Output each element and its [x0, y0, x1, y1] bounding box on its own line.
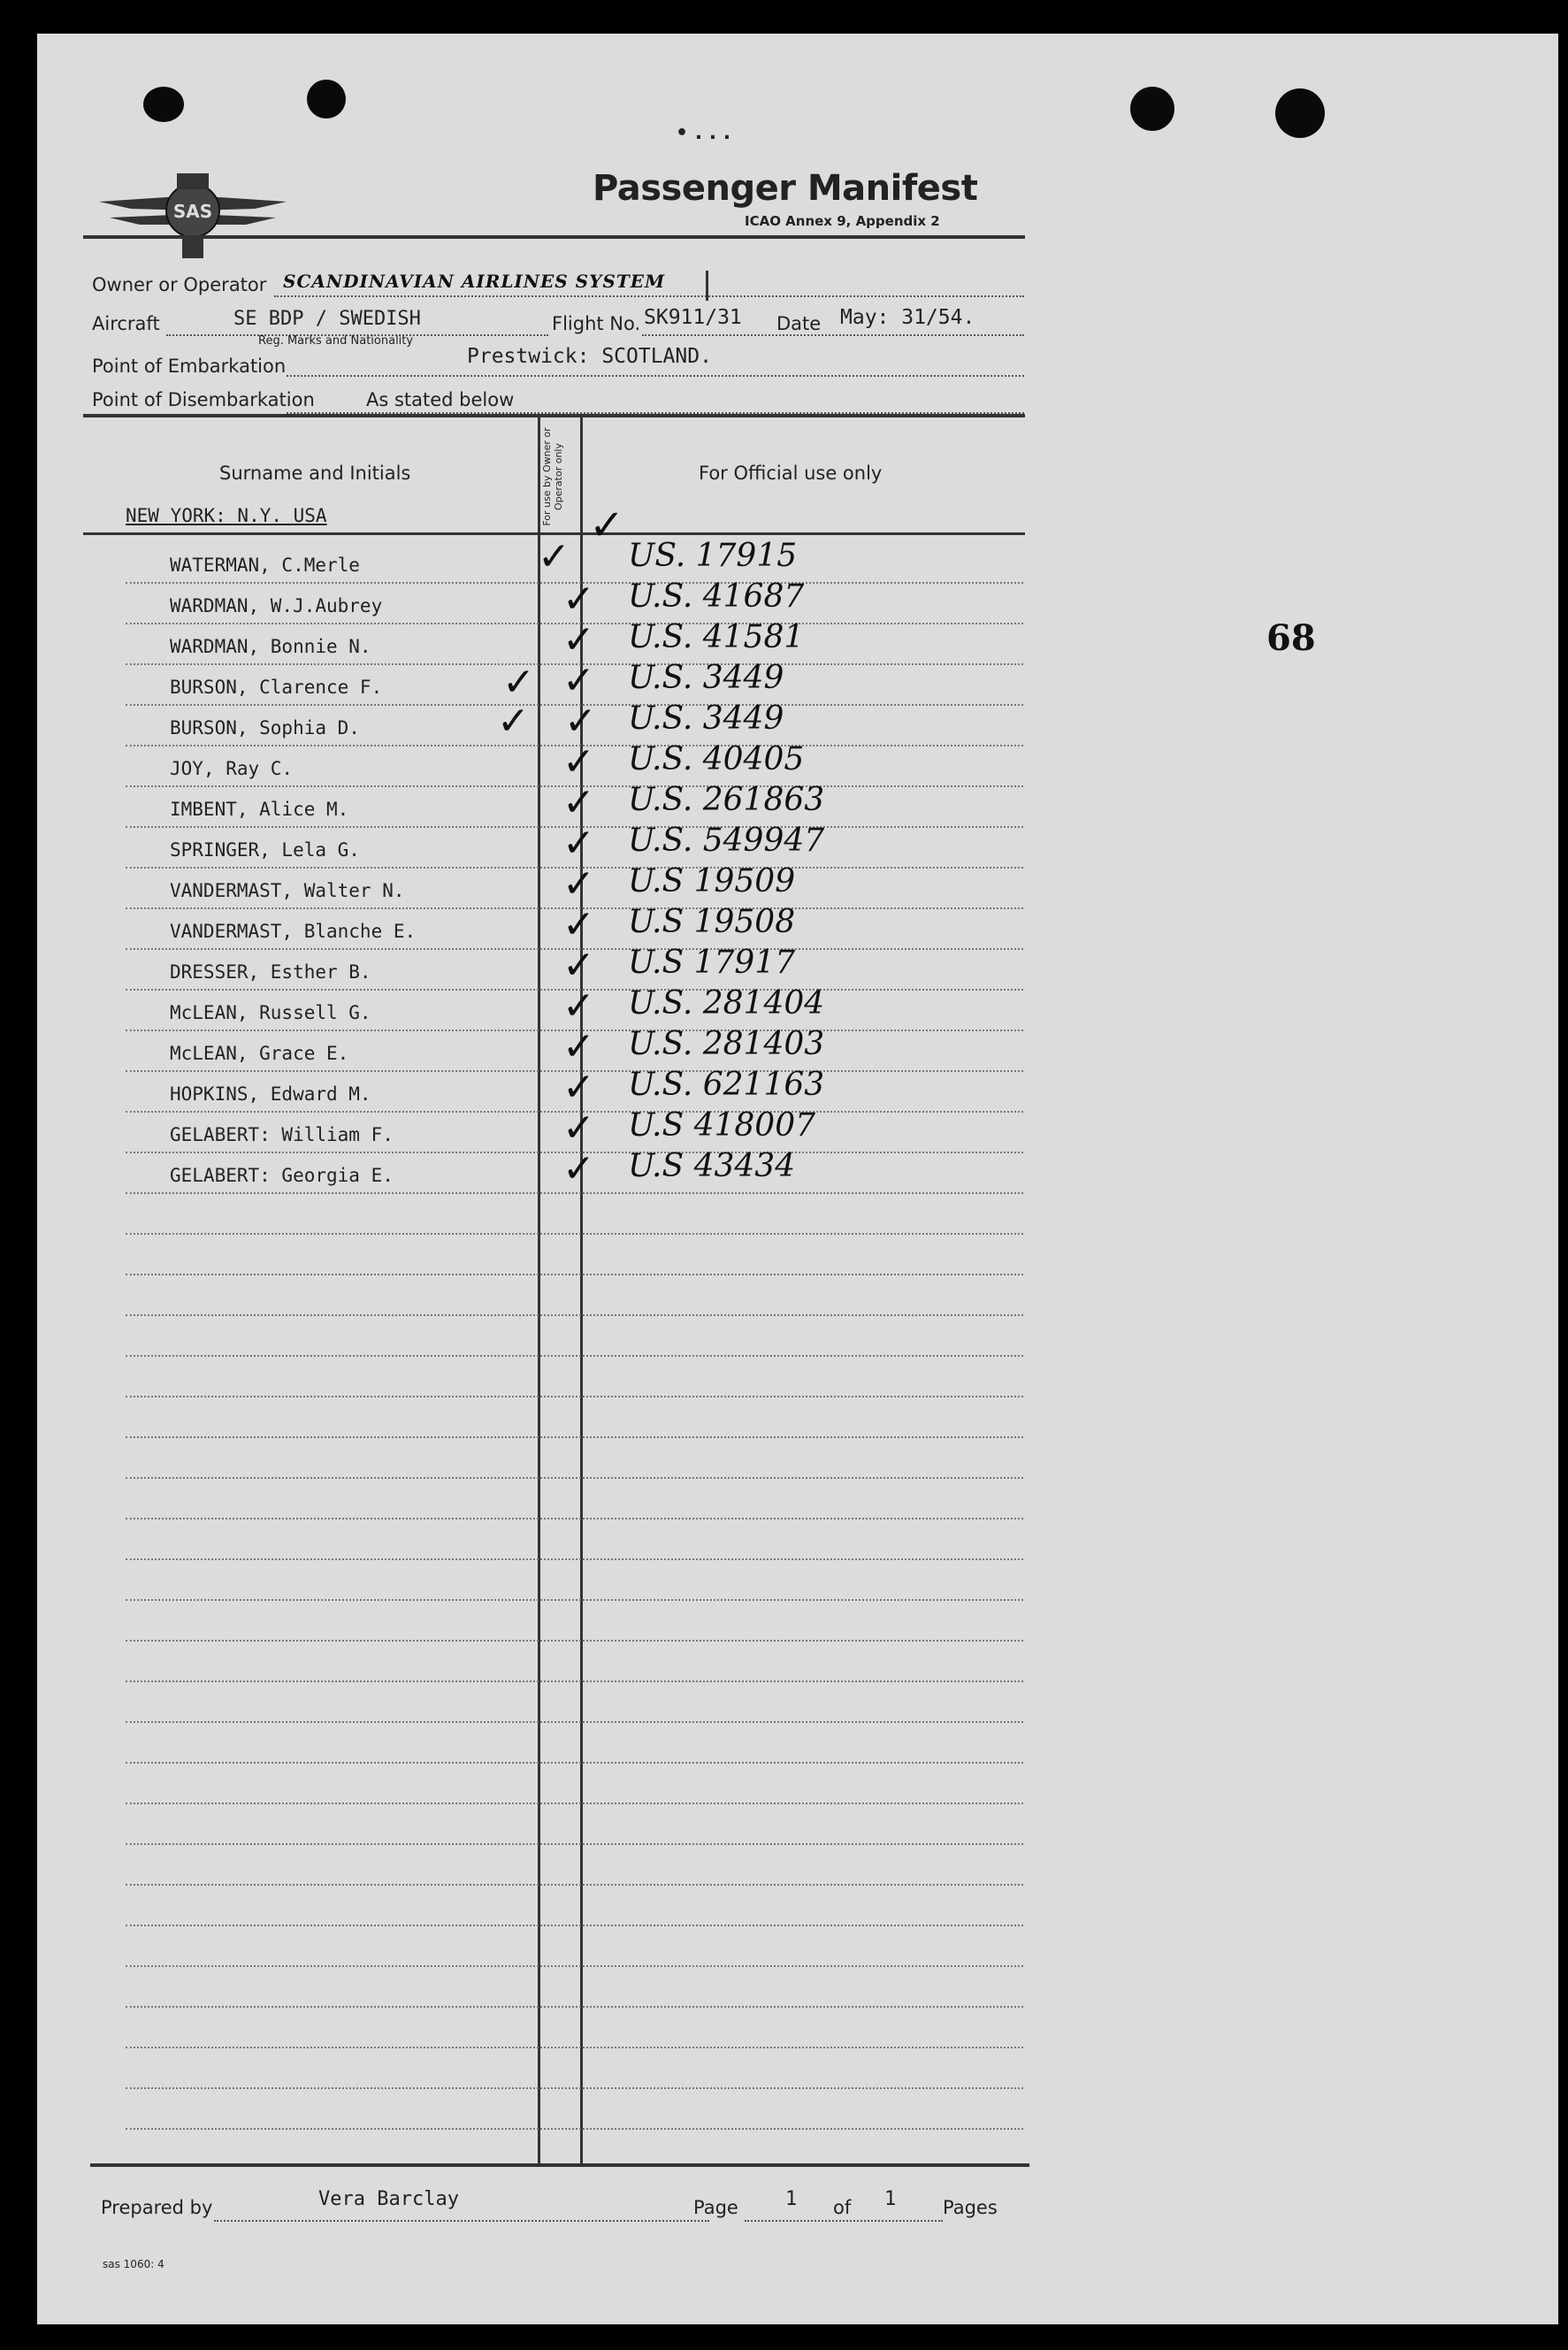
- passenger-name: GELABERT: William F.: [170, 1124, 394, 1145]
- flight-label: Flight No.: [552, 313, 641, 334]
- punch-hole: [307, 80, 346, 119]
- manifest-subtitle: ICAO Annex 9, Appendix 2: [745, 213, 940, 229]
- passenger-name: McLEAN, Russell G.: [170, 1002, 371, 1023]
- check-mark-icon: ✓: [589, 501, 625, 550]
- check-mark-icon: ✓: [562, 821, 595, 866]
- check-mark-icon: ✓: [562, 1065, 595, 1110]
- row-line: [126, 2006, 1023, 2008]
- check-mark-icon: ✓: [562, 984, 595, 1029]
- check-mark-icon: ✓: [562, 658, 595, 703]
- passenger-name: IMBENT, Alice M.: [170, 799, 349, 820]
- row-line: [126, 1518, 1023, 1519]
- row-line: [126, 1477, 1023, 1479]
- row-line: [126, 1436, 1023, 1438]
- check-mark-icon: ✓: [562, 1146, 595, 1191]
- official-use-entry: US. 17915: [628, 538, 798, 574]
- row-line: [126, 2128, 1023, 2130]
- official-use-entry: U.S. 41581: [628, 619, 805, 655]
- check-mark-icon: ✓: [562, 617, 595, 662]
- owner-label: Owner or Operator: [92, 274, 267, 295]
- row-line: [126, 1396, 1023, 1397]
- owner-value: SCANDINAVIAN AIRLINES SYSTEM: [283, 271, 666, 292]
- form-code: sas 1060: 4: [103, 2258, 164, 2270]
- surname-column-header: Surname and Initials: [219, 463, 411, 484]
- row-line: [126, 1884, 1023, 1886]
- official-use-entry: U.S. 40405: [628, 741, 805, 777]
- owner-dotted-line: [274, 295, 1024, 297]
- column-divider-left: [538, 416, 540, 2165]
- official-use-entry: U.S. 621163: [628, 1067, 825, 1103]
- official-use-entry: U.S 19509: [628, 863, 796, 899]
- official-use-entry: U.S. 3449: [628, 660, 784, 696]
- embarkation-label: Point of Embarkation: [92, 356, 287, 377]
- flight-value: SK911/31: [644, 306, 742, 329]
- row-line: [126, 1192, 1023, 1194]
- manifest-title: Passenger Manifest: [593, 168, 978, 209]
- passenger-name: HOPKINS, Edward M.: [170, 1083, 371, 1105]
- page-dotted-line: [745, 2220, 943, 2222]
- check-mark-icon: ✓: [562, 902, 595, 947]
- passenger-name: VANDERMAST, Blanche E.: [170, 921, 417, 942]
- owner-use-column-header: For use by Owner or Operator only: [541, 427, 564, 526]
- aircraft-label: Aircraft: [92, 313, 160, 334]
- row-line: [126, 1233, 1023, 1235]
- check-mark-icon: ✓: [562, 861, 595, 907]
- aircraft-value: SE BDP / SWEDISH: [233, 308, 421, 330]
- check-mark-icon: ✓: [562, 1106, 595, 1151]
- row-line: [126, 1274, 1023, 1275]
- official-use-entry: U.S 19508: [628, 904, 796, 940]
- flight-dotted-line: [642, 334, 1024, 336]
- check-mark-icon: ✓: [562, 577, 595, 622]
- row-line: [126, 1803, 1023, 1804]
- page-value: 1: [785, 2188, 798, 2210]
- official-use-entry: U.S 17917: [628, 945, 796, 981]
- passenger-name: WARDMAN, Bonnie N.: [170, 636, 371, 657]
- svg-text:SAS: SAS: [172, 201, 213, 222]
- check-mark-icon: ✓: [497, 699, 530, 744]
- date-value: May: 31/54.: [840, 306, 975, 329]
- of-label: of: [833, 2197, 852, 2218]
- embarkation-dotted-line: [287, 375, 1024, 377]
- official-use-entry: U.S. 3449: [628, 700, 784, 737]
- check-mark-icon: ✓: [564, 699, 597, 744]
- airline-logo: [96, 147, 290, 271]
- official-use-entry: U.S. 261863: [628, 782, 825, 818]
- disembarkation-value: As stated below: [366, 389, 515, 410]
- passenger-name: BURSON, Sophia D.: [170, 717, 360, 739]
- fields-rule: [83, 414, 1025, 417]
- prepared-value: Vera Barclay: [318, 2188, 459, 2210]
- row-line: [126, 1314, 1023, 1316]
- passenger-name: JOY, Ray C.: [170, 758, 294, 779]
- punch-hole: [1130, 87, 1174, 131]
- passenger-name: BURSON, Clarence F.: [170, 677, 383, 698]
- row-line: [126, 1925, 1023, 1926]
- passenger-name: DRESSER, Esther B.: [170, 961, 371, 983]
- top-marks: • . . .: [676, 122, 731, 144]
- row-line: [126, 1680, 1023, 1682]
- passenger-name: VANDERMAST, Walter N.: [170, 880, 405, 901]
- row-line: [126, 1640, 1023, 1642]
- row-line: [126, 1558, 1023, 1560]
- official-use-entry: U.S 43434: [628, 1148, 796, 1184]
- prepared-dotted-line: [214, 2220, 709, 2222]
- check-mark-icon: ✓: [562, 943, 595, 988]
- punch-hole: [1275, 88, 1325, 138]
- check-mark-icon: ✓: [502, 660, 535, 705]
- official-use-entry: U.S. 41687: [628, 578, 805, 615]
- disembarkation-label: Point of Disembarkation: [92, 389, 315, 410]
- embarkation-value: Prestwick: SCOTLAND.: [467, 345, 712, 368]
- row-line: [126, 1843, 1023, 1845]
- destination: NEW YORK: N.Y. USA: [126, 505, 327, 526]
- row-line: [126, 1355, 1023, 1357]
- side-page-number: 68: [1266, 617, 1316, 659]
- row-line: [126, 1721, 1023, 1723]
- of-value: 1: [884, 2188, 897, 2210]
- prepared-label: Prepared by: [101, 2197, 213, 2218]
- passenger-name: GELABERT: Georgia E.: [170, 1165, 394, 1186]
- check-mark-icon: ✓: [562, 780, 595, 825]
- official-use-entry: U.S 418007: [628, 1107, 816, 1144]
- check-mark-icon: ✓: [538, 534, 570, 579]
- passenger-name: McLEAN, Grace E.: [170, 1043, 349, 1064]
- row-line: [126, 1762, 1023, 1764]
- manifest-page: [37, 34, 1558, 2324]
- passenger-name: WATERMAN, C.Merle: [170, 555, 360, 576]
- row-line: [126, 1599, 1023, 1601]
- row-line: [126, 1965, 1023, 1967]
- pages-label: Pages: [943, 2197, 998, 2218]
- row-line: [126, 2047, 1023, 2048]
- header-rule: [83, 235, 1025, 239]
- official-use-entry: U.S. 549947: [628, 823, 825, 859]
- date-label: Date: [776, 313, 822, 334]
- official-use-entry: U.S. 281403: [628, 1026, 825, 1062]
- passenger-name: SPRINGER, Lela G.: [170, 839, 360, 861]
- owner-tick: [706, 271, 708, 301]
- page-label: Page: [693, 2197, 738, 2218]
- footer-rule: [90, 2163, 1029, 2167]
- aircraft-note: Reg. Marks and Nationality: [258, 334, 414, 348]
- official-use-entry: U.S. 281404: [628, 985, 825, 1022]
- official-column-header: For Official use only: [699, 463, 883, 484]
- check-mark-icon: ✓: [562, 1024, 595, 1069]
- row-line: [126, 2087, 1023, 2089]
- check-mark-icon: ✓: [562, 739, 595, 785]
- punch-hole: [143, 87, 184, 122]
- passenger-name: WARDMAN, W.J.Aubrey: [170, 595, 383, 616]
